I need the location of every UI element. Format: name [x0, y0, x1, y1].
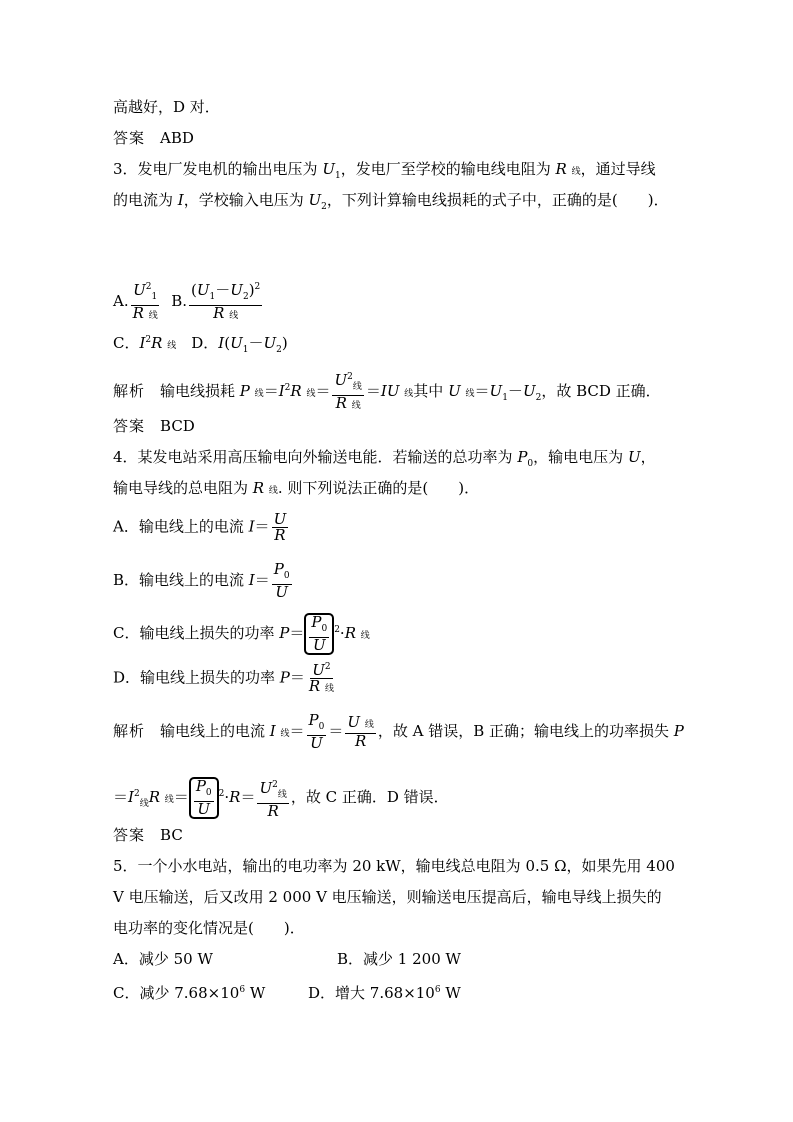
- option-4-b: B．输电线上的电流 I＝ $\frac{P_0}{U}$: [113, 560, 290, 601]
- analysis-4-line-2: $=I^2_线R$ 线＝ $\frac{P_0}{U}$ $^2$·R＝ $\frac{U^2_线}{R}$ ，故 C 正确．D 错误．: [113, 777, 449, 820]
- analysis-4-line-1: 解析 输电线上的电流 I 线＝ $\frac{P_0}{U}$ ＝ $\frac{\text{U 线}}{R}$ ，故 A 错误，B 正确；输电线上的功率损失 P: [113, 711, 684, 752]
- question-3-line-1: 3．发电厂发电机的输出电压为 $U_1$，发电厂至学校的输电线电阻为 R 线，通过导线: [113, 160, 656, 181]
- analysis-3: 解析 输电线损耗 P 线$=I^2R$ 线＝ $\frac{U^2_线}{\text{R 线}}$ ＝IU 线其中 U 线$=U_1-U_2$，故 BCD 正确．: [113, 371, 661, 412]
- option-5-a: A．减少 50 W: [113, 950, 213, 968]
- question-5-line-3: 电功率的变化情况是( )．: [113, 919, 305, 937]
- question-5-line-2: V 电压输送，后又改用 2 000 V 电压输送，则输送电压提高后，输电导线上损失的: [113, 888, 662, 906]
- option-5-c: C．减少 $7.68\times 10^6$ W: [113, 984, 266, 1002]
- question-5-line-1: 5．一个小水电站，输出的电功率为 20 kW，输电线总电阻为 0.5 Ω，如果先用 400: [113, 857, 675, 875]
- question-3-line-2: 的电流为 I，学校输入电压为 $U_2$，下列计算输电线损耗的式子中，正确的是( )．: [113, 191, 669, 212]
- question-4-line-2: 输电导线的总电阻为 R 线. 则下列说法正确的是( )．: [113, 479, 480, 497]
- option-3-cd: C．$I^2R$ 线 D．$I(U_1-U_2)$: [113, 334, 288, 355]
- option-5-d: D．增大 $7.68\times 10^6$ W: [308, 984, 461, 1002]
- line-0: 高越好，D 对．: [113, 98, 220, 116]
- question-4-line-1: 4．某发电站采用高压输电向外输送电能．若输送的总功率为 $P_0$，输电电压为 U，: [113, 448, 656, 469]
- answer-3: 答案 BCD: [113, 417, 195, 435]
- option-5-b: B．减少 1 200 W: [337, 950, 461, 968]
- option-4-a: A．输电线上的电流 I＝ $\frac{U}{R}$: [113, 510, 287, 544]
- option-3-ab: A. $\frac{U^2_1}{\text{R 线}}$ B. $\frac{(U_1-U_2)^2}{\text{R 线}}$: [113, 281, 261, 322]
- option-4-c: C．输电线上损失的功率 P＝ $\frac{P_0}{U}$ $^2$·R 线: [113, 613, 370, 654]
- option-4-d: D．输电线上损失的功率 P＝ $\frac{U^2}{\text{R 线}}$: [113, 661, 334, 695]
- answer-label: 答案 ABD: [113, 129, 194, 147]
- answer-4: 答案 BC: [113, 826, 183, 844]
